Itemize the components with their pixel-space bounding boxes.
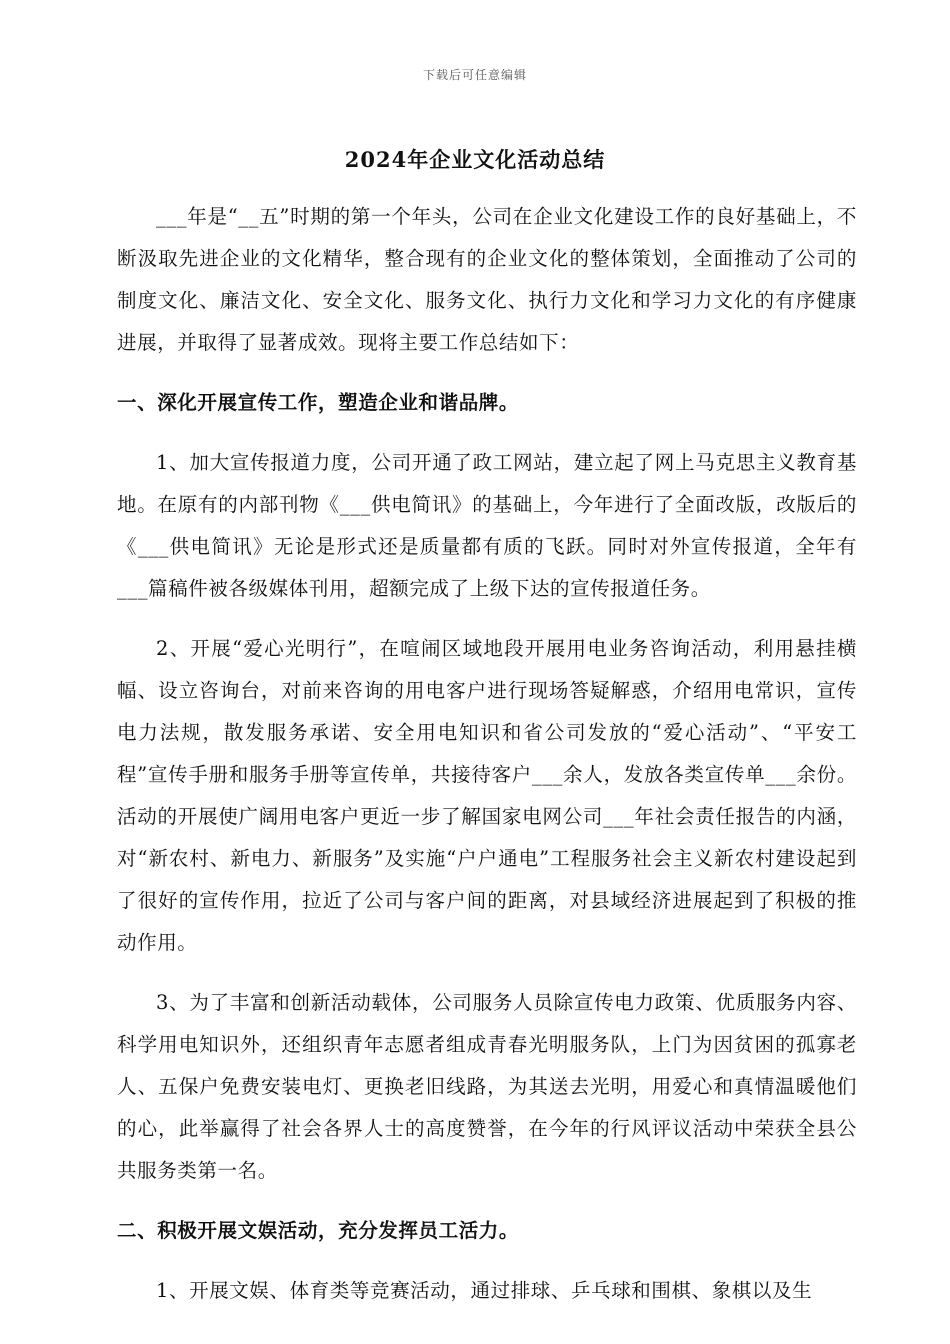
document-body [117, 196, 857, 1330]
intro-paragraph: ___年是“__五”时期的第一个年头，公司在企业文化建设工作的良好基础上，不断汲取先进企业的文化精华，整合现有的企业文化的整体策划，全面推动了公司的制度文化、廉洁文化、安全文化、服务文化、执行力文化和学习力文化的有序健康进展，并取得了显著成效。现将主要工作总结如下： [117, 205, 857, 354]
section-1-paragraph-1: 1、加大宣传报道力度，公司开通了政工网站，建立起了网上马克思主义教育基地。在原有的内部刊物《___供电简讯》的基础上，今年进行了全面改版，改版后的《___供电简讯》无论是形式还是质量都有质的飞跃。同时对外宣传报道，全年有___篇稿件被各级媒体刊用，超额完成了上级下达的宣传报道任务。 [117, 451, 857, 600]
header-note: 下载后可任意编辑 [422, 68, 527, 82]
section-1-paragraph-3: 3、为了丰富和创新活动载体，公司服务人员除宣传电力政策、优质服务内容、科学用电知识外，还组织青年志愿者组成青春光明服务队，上门为因贫困的孤寡老人、五保户免费安装电灯、更换老旧线路，为其送去光明，用爱心和真情温暖他们的心，此举赢得了社会各界人士的高度赞誉，在今年的行风评议活动中荣获全县公共服务类第一名。 [117, 991, 857, 1182]
document-title: 2024年企业文化活动总结 [344, 147, 606, 172]
section-2-heading: 二、积极开展文娱活动，充分发挥员工活力。 [117, 1219, 520, 1242]
section-1-heading: 一、深化开展宣传工作，塑造企业和谐品牌。 [117, 391, 520, 414]
section-2-paragraph-1: 1、开展文娱、体育类等竞赛活动，通过排球、乒乓球和围棋、象棋以及生 [156, 1279, 813, 1302]
section-1-paragraph-2: 2、开展“爱心光明行”，在喧闹区域地段开展用电业务咨询活动，利用悬挂横幅、设立咨询台，对前来咨询的用电客户进行现场答疑解惑，介绍用电常识，宣传电力法规，散发服务承诺、安全用电知识和省公司发放的“爱心活动”、“平安工程”宣传手册和服务手册等宣传单，共接待客户___余人，发放各类宣传单___余份。活动的开展使广阔用电客户更近一步了解国家电网公司___年社会责任报告的内涵，对“新农村、新电力、新服务”及实施“户户通电”工程服务社会主义新农村建设起到了很好的宣传作用，拉近了公司与客户间的距离，对县域经济进展起到了积极的推动作用。 [117, 637, 857, 954]
